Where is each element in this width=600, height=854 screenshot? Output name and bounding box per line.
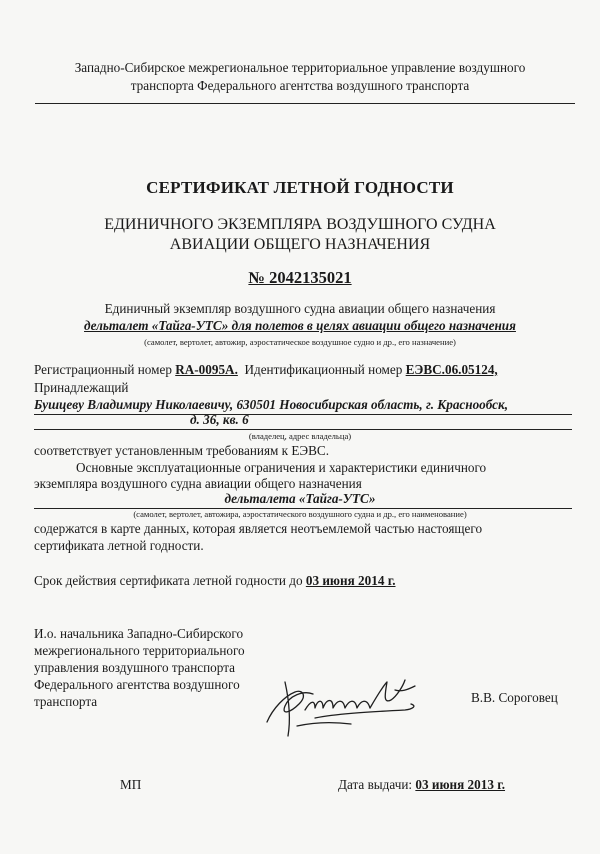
stamp-place-label: МП — [120, 777, 142, 792]
issue-date: 03 июня 2013 г. — [415, 777, 506, 792]
aircraft-purpose-hint: (самолет, вертолет, автожир, аэростатическое воздушное судно и др., его назначение) — [144, 337, 456, 347]
registration-number: RA-0095A. — [175, 362, 238, 377]
compliance-line-4: содержатся в карте данных, которая является неотъемлемой частью настоящего — [34, 521, 483, 536]
signatory-line-4: Федерального агентства воздушного — [34, 677, 240, 692]
owner-underline-1 — [34, 414, 572, 415]
owner-address-end: д. 36, кв. 6 — [190, 412, 249, 427]
certificate-subtitle-line-1: ЕДИНИЧНОГО ЭКЗЕМПЛЯРА ВОЗДУШНОГО СУДНА — [104, 216, 496, 233]
compliance-line-2: Основные эксплуатационные ограничения и характеристики единичного — [76, 460, 487, 475]
compliance-line-3: экземпляра воздушного судна авиации общего назначения — [34, 476, 362, 491]
signatory-line-1: И.о. начальника Западно-Сибирского — [34, 626, 244, 641]
owner-underline-2 — [34, 429, 572, 430]
authority-line-2: транспорта Федерального агентства воздушного транспорта — [130, 78, 470, 93]
compliance-line-5: сертификата летной годности. — [34, 538, 204, 553]
signatory-line-5: транспорта — [34, 694, 98, 709]
owner-label: Принадлежащий — [34, 380, 129, 395]
signature-icon — [255, 660, 430, 745]
authority-line-1: Западно-Сибирское межрегиональное территориальное управление воздушного — [74, 60, 526, 75]
validity-date: 03 июня 2014 г. — [305, 573, 396, 588]
registration-row — [34, 362, 498, 378]
owner-hint: (владелец, адрес владельца) — [248, 431, 352, 441]
compliance-line-1: соответствует установленным требованиям к ЕЭВС. — [34, 443, 330, 458]
signatory-name: В.В. Сороговец — [471, 690, 558, 705]
intro-line-1: Единичный экземпляр воздушного судна авиации общего назначения — [104, 301, 496, 316]
registration-label: Регистрационный номер — [34, 362, 172, 377]
aircraft-name-hint: (самолет, вертолет, автожира, аэростатического воздушного судна и др., его наименование) — [133, 509, 467, 519]
certificate-subtitle-line-2: АВИАЦИИ ОБЩЕГО НАЗНАЧЕНИЯ — [169, 236, 431, 253]
validity-row — [34, 573, 396, 589]
issue-date-label: Дата выдачи: — [338, 777, 413, 792]
signatory-line-3: управления воздушного транспорта — [34, 660, 235, 675]
owner-name-address: Бушцеву Владимиру Николаевичу, 630501 Новосибирская область, г. Краснообск, — [34, 397, 509, 412]
aircraft-purpose: дельталет «Тайга-УТС» для полетов в целях авиации общего назначения — [84, 318, 516, 333]
certificate-title: СЕРТИФИКАТ ЛЕТНОЙ ГОДНОСТИ — [146, 178, 454, 197]
validity-label: Срок действия сертификата летной годности до — [34, 573, 303, 588]
aircraft-name: дельталета «Тайга-УТС» — [224, 491, 376, 506]
header-divider — [35, 103, 575, 104]
issue-date-row — [338, 777, 505, 793]
signatory-line-2: межрегионального территориального — [34, 643, 245, 658]
certificate-number: № 2042135021 — [248, 268, 352, 287]
identification-number: ЕЭВС.06.05124, — [405, 362, 498, 377]
identification-label: Идентификационный номер — [244, 362, 403, 377]
